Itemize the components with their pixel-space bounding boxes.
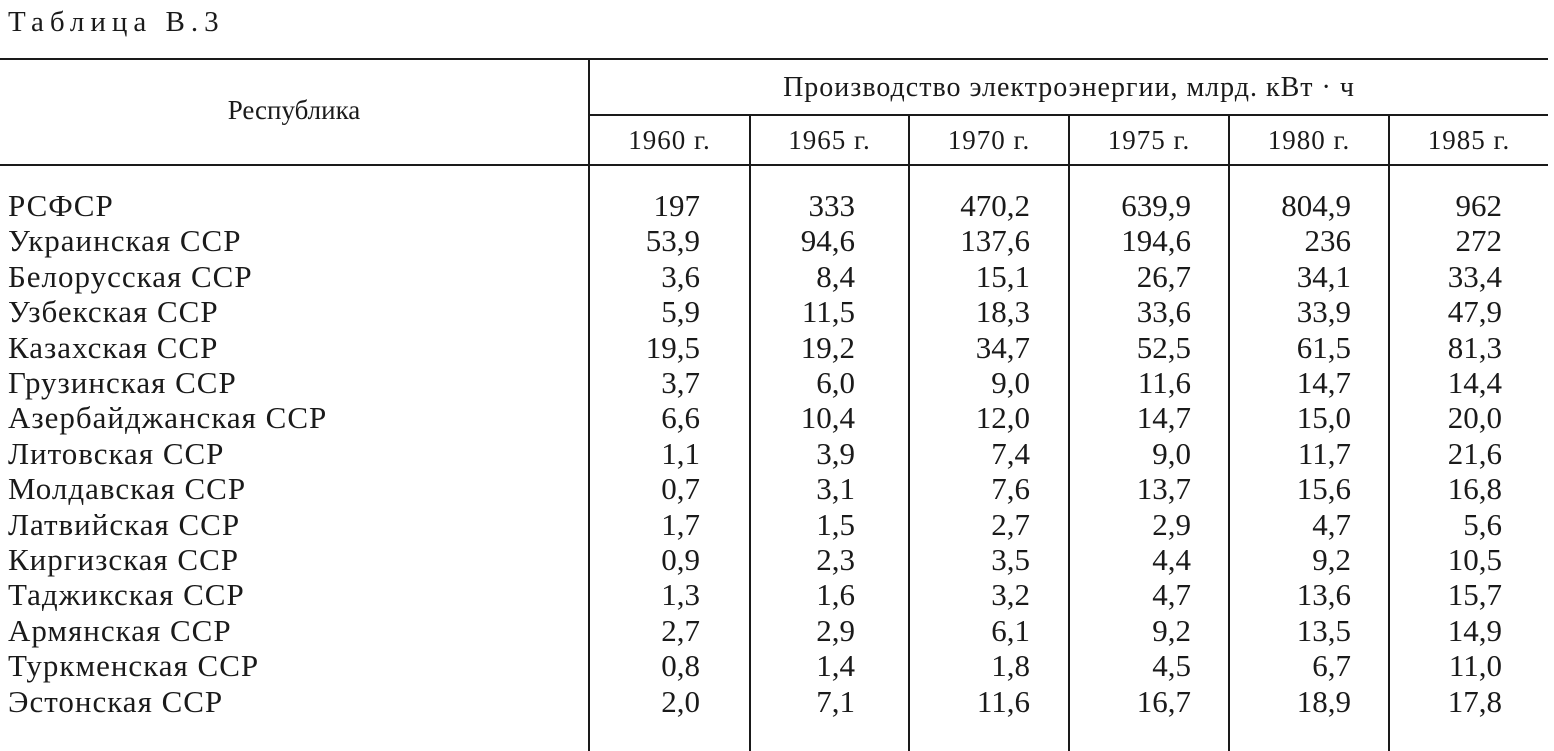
value-cell: 19,2 xyxy=(800,329,855,365)
table-row xyxy=(0,259,1554,295)
value-cell: 5,6 xyxy=(1463,506,1502,542)
republic-name: Украинская ССР xyxy=(8,223,242,259)
table-row xyxy=(0,330,1554,366)
year-header: 1985 г. xyxy=(1427,125,1511,155)
value-cell: 6,6 xyxy=(661,400,700,436)
table-row xyxy=(0,471,1554,507)
table-row xyxy=(0,613,1554,649)
republic-name: Таджикская ССР xyxy=(8,577,245,613)
value-cell: 2,7 xyxy=(661,612,700,648)
value-cell: 1,4 xyxy=(816,648,855,684)
republic-name: Латвийская ССР xyxy=(8,506,241,542)
value-cell: 3,1 xyxy=(816,471,855,507)
value-cell: 4,5 xyxy=(1152,648,1191,684)
value-cell: 1,3 xyxy=(661,577,700,613)
value-cell: 33,9 xyxy=(1296,294,1351,330)
republic-name: Белорусская ССР xyxy=(8,258,253,294)
value-cell: 8,4 xyxy=(816,258,855,294)
value-cell: 2,9 xyxy=(816,612,855,648)
year-header: 1980 г. xyxy=(1267,125,1351,155)
value-cell: 61,5 xyxy=(1296,329,1351,365)
value-cell: 11,6 xyxy=(976,683,1030,719)
table-row xyxy=(0,294,1554,330)
value-cell: 0,8 xyxy=(661,648,700,684)
value-cell: 13,7 xyxy=(1136,471,1191,507)
value-cell: 18,9 xyxy=(1296,683,1351,719)
value-cell: 962 xyxy=(1455,188,1502,223)
value-cell: 9,0 xyxy=(1152,435,1191,471)
value-cell: 10,4 xyxy=(800,400,855,436)
value-cell: 6,7 xyxy=(1312,648,1351,684)
value-cell: 272 xyxy=(1455,223,1502,259)
value-cell: 15,0 xyxy=(1296,400,1351,436)
table-row xyxy=(0,365,1554,401)
value-cell: 15,7 xyxy=(1447,577,1502,613)
header-bottom-rule xyxy=(0,164,1548,166)
value-cell: 81,3 xyxy=(1447,329,1502,365)
table-row xyxy=(0,542,1554,578)
table-caption: Таблица В.3 xyxy=(8,6,225,38)
value-cell: 15,6 xyxy=(1296,471,1351,507)
value-cell: 1,6 xyxy=(816,577,855,613)
table-row xyxy=(0,577,1554,613)
value-cell: 20,0 xyxy=(1447,400,1502,436)
top-rule xyxy=(0,58,1548,60)
value-cell: 137,6 xyxy=(960,223,1030,259)
table-row xyxy=(0,648,1554,684)
value-cell: 7,1 xyxy=(816,683,855,719)
republic-name: Эстонская ССР xyxy=(8,683,224,719)
value-cell: 14,9 xyxy=(1447,612,1502,648)
value-cell: 804,9 xyxy=(1281,188,1351,223)
republic-name: Туркменская ССР xyxy=(8,648,260,684)
republic-name: Армянская ССР xyxy=(8,612,232,648)
value-cell: 1,8 xyxy=(991,648,1030,684)
value-cell: 11,0 xyxy=(1448,648,1502,684)
value-cell: 236 xyxy=(1304,223,1351,259)
value-cell: 2,3 xyxy=(816,542,855,577)
value-cell: 1,5 xyxy=(816,506,855,542)
value-cell: 194,6 xyxy=(1121,223,1191,259)
value-cell: 6,1 xyxy=(991,612,1030,648)
republic-name: Казахская ССР xyxy=(8,329,219,365)
value-cell: 470,2 xyxy=(960,188,1030,223)
table-row xyxy=(0,400,1554,436)
value-cell: 10,5 xyxy=(1447,542,1502,577)
republic-name: Грузинская ССР xyxy=(8,365,237,400)
year-header: 1970 г. xyxy=(947,125,1031,155)
republic-name: Киргизская ССР xyxy=(8,542,240,577)
value-cell: 1,7 xyxy=(661,506,700,542)
republic-name: Литовская ССР xyxy=(8,435,225,471)
value-cell: 13,5 xyxy=(1296,612,1351,648)
value-cell: 33,6 xyxy=(1136,294,1191,330)
republic-name: РСФСР xyxy=(8,188,114,223)
value-cell: 0,9 xyxy=(661,542,700,577)
value-cell: 3,7 xyxy=(661,365,700,400)
year-header: 1965 г. xyxy=(788,125,871,155)
year-header: 1960 г. xyxy=(628,125,711,155)
value-cell: 4,4 xyxy=(1152,542,1191,577)
republic-name: Молдавская ССР xyxy=(8,471,247,507)
value-cell: 19,5 xyxy=(645,329,700,365)
value-cell: 1,1 xyxy=(661,435,700,471)
value-cell: 3,9 xyxy=(816,435,855,471)
table-row xyxy=(0,507,1554,543)
table-row xyxy=(0,436,1554,472)
table-row xyxy=(0,188,1554,224)
value-cell: 2,7 xyxy=(991,506,1030,542)
value-cell: 6,0 xyxy=(816,365,855,400)
value-cell: 13,6 xyxy=(1296,577,1351,613)
value-cell: 11,5 xyxy=(801,294,855,330)
value-cell: 9,2 xyxy=(1152,612,1191,648)
value-cell: 3,2 xyxy=(991,577,1030,613)
value-cell: 52,5 xyxy=(1136,329,1191,365)
value-cell: 94,6 xyxy=(800,223,855,259)
republic-name: Азербайджанская ССР xyxy=(8,400,328,436)
value-cell: 11,7 xyxy=(1297,435,1351,471)
value-cell: 11,6 xyxy=(1137,365,1191,400)
value-cell: 16,8 xyxy=(1447,471,1502,507)
value-cell: 17,8 xyxy=(1447,683,1502,719)
republic-name: Узбекская ССР xyxy=(8,294,219,330)
value-cell: 15,1 xyxy=(975,258,1030,294)
value-cell: 9,2 xyxy=(1312,542,1351,577)
value-cell: 14,4 xyxy=(1447,365,1502,400)
header-republic: Республика xyxy=(227,95,361,125)
value-cell: 2,0 xyxy=(661,683,700,719)
value-cell: 639,9 xyxy=(1121,188,1191,223)
value-cell: 14,7 xyxy=(1136,400,1191,436)
value-cell: 47,9 xyxy=(1447,294,1502,330)
value-cell: 3,5 xyxy=(991,542,1030,577)
value-cell: 2,9 xyxy=(1152,506,1191,542)
value-cell: 7,6 xyxy=(991,471,1030,507)
value-cell: 21,6 xyxy=(1447,435,1502,471)
value-cell: 3,6 xyxy=(661,258,700,294)
value-cell: 14,7 xyxy=(1296,365,1351,400)
year-header: 1975 г. xyxy=(1107,125,1191,155)
value-cell: 33,4 xyxy=(1447,258,1502,294)
value-cell: 4,7 xyxy=(1312,506,1351,542)
value-cell: 16,7 xyxy=(1136,683,1191,719)
table-row xyxy=(0,223,1554,259)
value-cell: 12,0 xyxy=(975,400,1030,436)
value-cell: 53,9 xyxy=(645,223,700,259)
value-cell: 7,4 xyxy=(991,435,1030,471)
value-cell: 34,1 xyxy=(1296,258,1351,294)
value-cell: 4,7 xyxy=(1152,577,1191,613)
value-cell: 197 xyxy=(653,188,700,223)
value-cell: 0,7 xyxy=(661,471,700,507)
value-cell: 9,0 xyxy=(991,365,1030,400)
value-cell: 333 xyxy=(808,188,855,223)
value-cell: 18,3 xyxy=(975,294,1030,330)
value-cell: 26,7 xyxy=(1136,258,1191,294)
value-cell: 5,9 xyxy=(661,294,700,330)
header-production: Производство электроэнергии, млрд. кВт · ч xyxy=(783,72,1355,103)
table-row xyxy=(0,684,1554,720)
value-cell: 34,7 xyxy=(975,329,1030,365)
